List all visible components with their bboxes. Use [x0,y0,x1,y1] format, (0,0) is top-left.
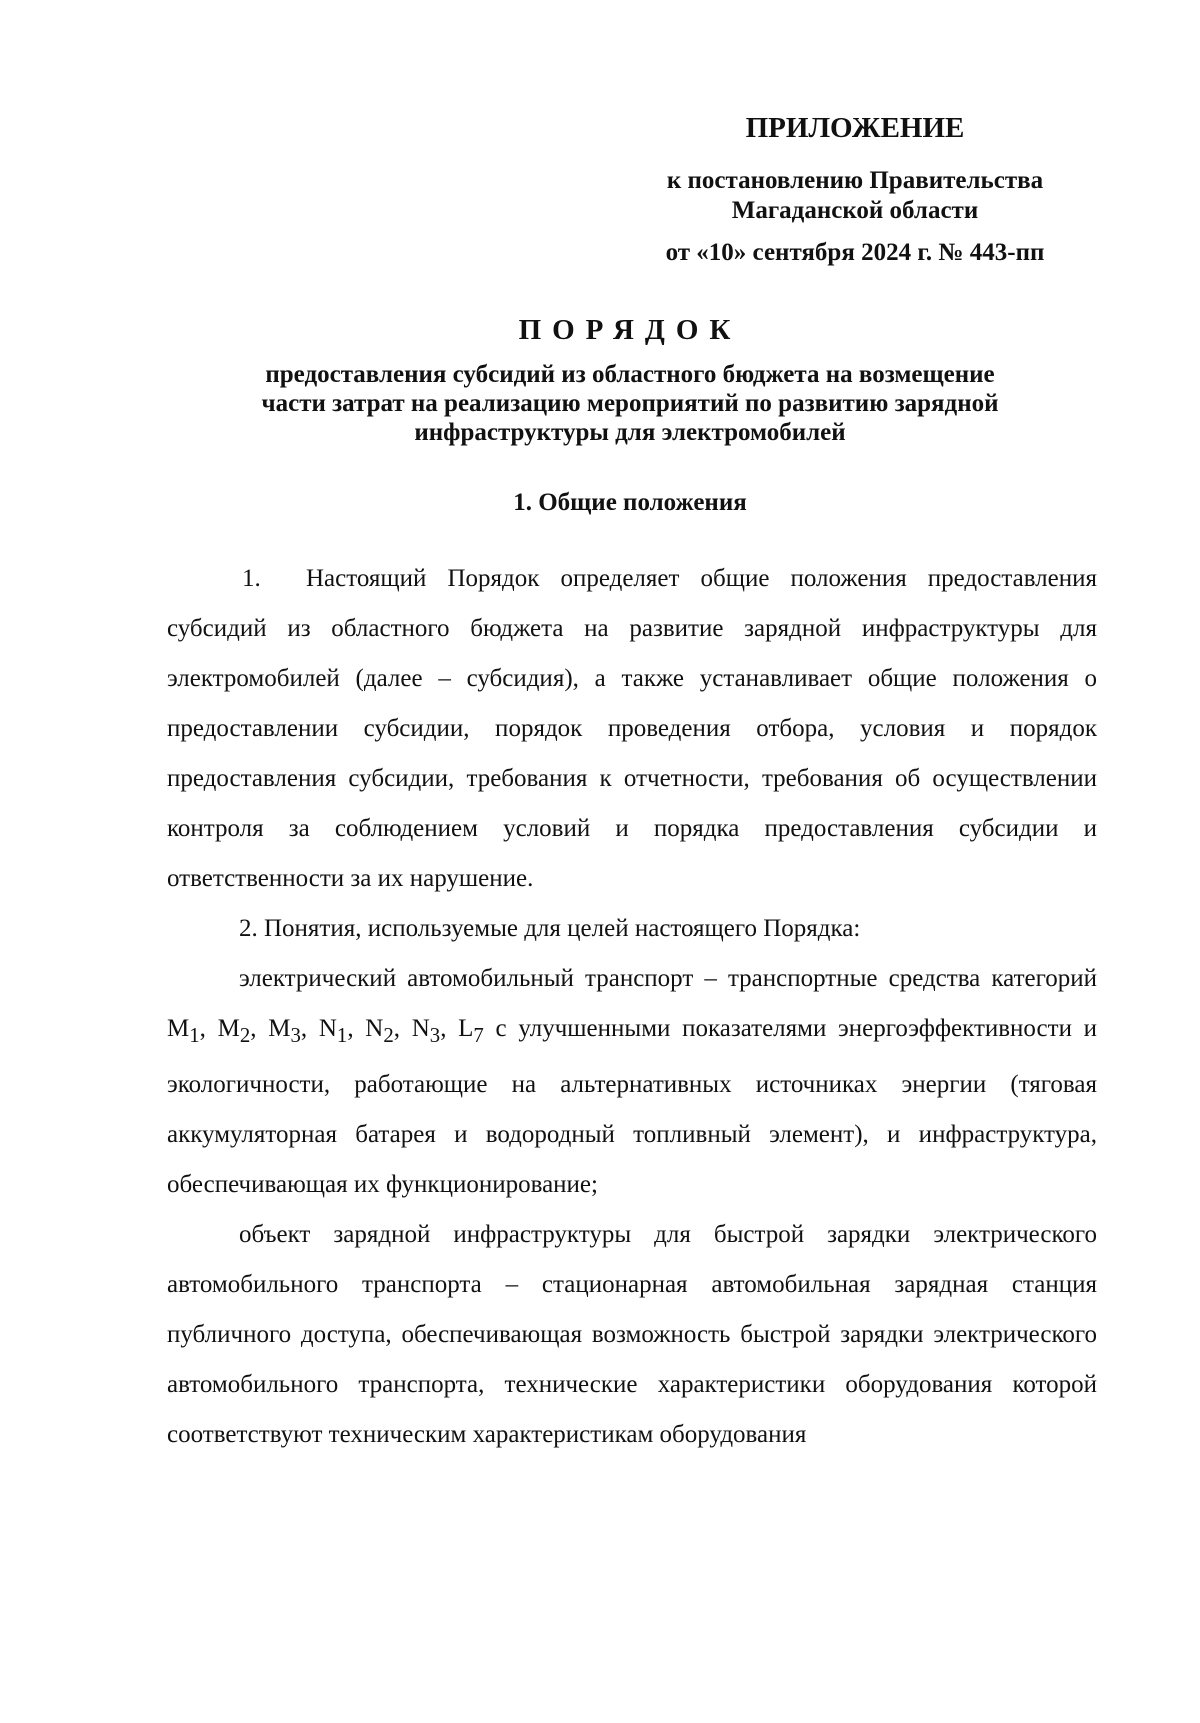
paragraph-3-text-end: с улучшенными показателями энергоэффективности и экологичности, работающие на альтернативных источниках энергии (тяговая аккумуляторная батарея и водородный топливный элемент), и инфраструктура, обеспечивающая их функционирование; [167,1015,1098,1198]
vehicle-category-index: 3 [429,1023,441,1047]
vehicle-category-index: 7 [473,1023,484,1047]
vehicle-category-index: 2 [383,1023,394,1047]
vehicle-category-index: 2 [239,1023,251,1047]
document-subtitle-line-2: части затрат на реализацию мероприятий по развитию зарядной [261,390,999,417]
document-title: ПОРЯДОК [518,314,742,346]
section-heading: 1. Общие положения [513,489,747,516]
vehicle-category-index: 3 [290,1023,301,1047]
paragraph-2: 2. Понятия, используемые для целей настоящего Порядка: [239,915,861,942]
paragraph-1-text: Настоящий Порядок определяет общие положения предоставления субсидий из областного бюджета на развитие зарядной инфраструктуры для электромобилей (далее – субсидия), а также устанавливает общие положения о предоставлении субсидии, порядок проведения отбора, условия и порядок предоставления субсидии, требования к отчетности, требования об осуществлении контроля за соблюдением условий и порядка предоставления субсидии и ответственности за их нарушение. [167,565,1097,892]
document-subtitle-line-3: инфраструктуры для электромобилей [414,419,846,446]
appendix-date: от «10» сентября 2024 г. № 443-пп [665,239,1045,266]
paragraph-4: объект зарядной инфраструктуры для быстрой зарядки электрического автомобильного транспорта – стационарная автомобильная зарядная станция публичного доступа, обеспечивающая возможность быстрой зарядки электрического автомобильного транспорта, технические характеристики оборудования которой соответствуют техническим характеристикам оборудования [167,1221,1097,1448]
vehicle-category: $M_2$ [217,1015,251,1047]
vehicle-category-index: 1 [189,1023,200,1047]
appendix-title: ПРИЛОЖЕНИЕ [745,112,965,144]
appendix-line-1: к постановлению Правительства [666,167,1044,194]
document-title-block [165,312,1095,447]
vehicle-category-index: 1 [336,1023,348,1047]
vehicle-category: $N_2$ [365,1015,394,1047]
document-subtitle-line-1: предоставления субсидий из областного бюджета на возмещение [265,361,995,388]
vehicle-category: $M_3$ [268,1015,301,1047]
appendix-line-2: Магаданской области [731,197,979,224]
appendix-block [580,110,1130,268]
vehicle-category: $N_1$ [318,1015,348,1047]
paragraph-3-text-start: электрический автомобильный транспорт – транспортные средства категорий [239,965,1097,992]
vehicle-category: $N_3$ [411,1015,441,1047]
vehicle-category: $L_7$ [458,1015,484,1047]
vehicle-categories: $M_1$, $M_2$, $M_3$, $N_1$, $N_2$, $N_3$, $L_7$ [167,1015,484,1047]
paragraph-1-number: 1. [242,565,261,592]
body-text [167,554,1097,1460]
paragraph-3 [167,954,1097,1210]
vehicle-category: $M_1$ [167,1015,200,1047]
paragraph-1 [167,554,1097,904]
